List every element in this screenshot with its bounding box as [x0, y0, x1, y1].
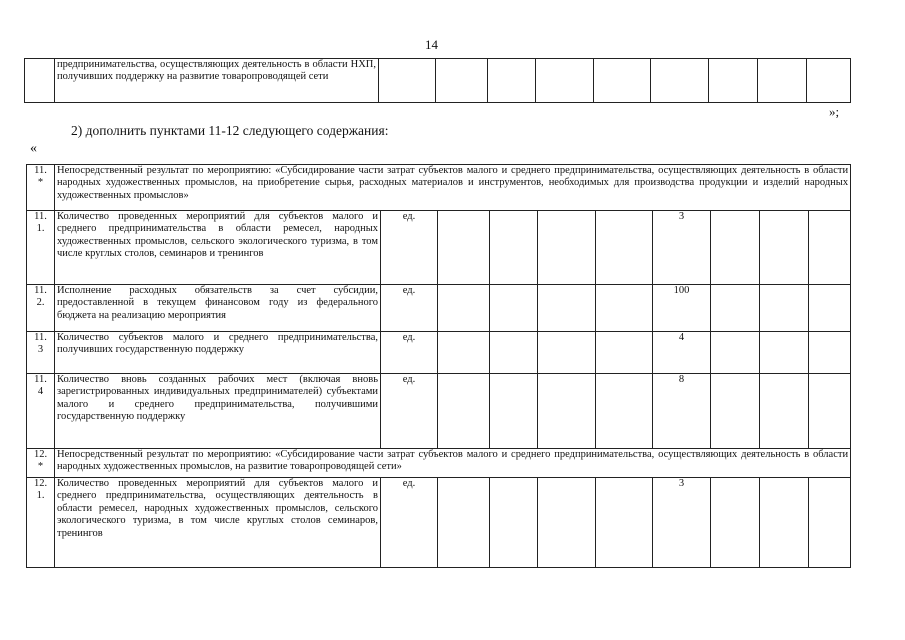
empty-cell — [596, 478, 653, 568]
empty-cell — [490, 332, 538, 374]
empty-cell — [760, 374, 809, 449]
row-number-cell: 11. 4 — [27, 374, 55, 449]
indicator-value-cell: 100 — [653, 285, 711, 332]
indicator-row — [27, 332, 851, 374]
indicator-text-cell: Количество проведенных мероприятий для субъектов малого и среднего предпринимательства в области ремесел, народных художественных промыслов, сельского экологического туризма, в том числе круглых столов, семинаров и тренингов — [55, 211, 381, 285]
result-header-row — [27, 449, 851, 478]
continued-table — [24, 58, 851, 103]
empty-cell — [809, 285, 851, 332]
empty-cell — [490, 478, 538, 568]
row-number-cell: 11. 3 — [27, 332, 55, 374]
empty-cell — [760, 478, 809, 568]
row-number-cell: 11. 2. — [27, 285, 55, 332]
empty-cell — [596, 211, 653, 285]
indicator-row — [27, 374, 851, 449]
row-number-cell: 11. * — [27, 165, 55, 211]
indicator-row — [27, 211, 851, 285]
empty-cell — [438, 374, 490, 449]
indicator-value-cell: 3 — [653, 478, 711, 568]
opening-quote: « — [30, 141, 37, 156]
empty-cell — [538, 478, 596, 568]
empty-cell — [436, 59, 488, 103]
number-cell — [25, 59, 55, 103]
empty-cell — [809, 478, 851, 568]
empty-cell — [760, 332, 809, 374]
empty-cell — [490, 211, 538, 285]
indicator-value-cell: 8 — [653, 374, 711, 449]
indicator-text-cell: предпринимательства, осуществляющих деятельность в области НХП, получивших поддержку на развитие товаропроводящей сети — [55, 59, 379, 103]
empty-cell — [594, 59, 651, 103]
row-number-cell: 12. * — [27, 449, 55, 478]
empty-cell — [758, 59, 807, 103]
indicator-row — [27, 285, 851, 332]
unit-cell: ед. — [381, 211, 438, 285]
indicator-text-cell: Количество проведенных мероприятий для субъектов малого и среднего предпринимательства, осуществляющих деятельность в области ремесел, народных художественных промыслов, сельского экологического туризма, в том числе круглых столов семинаров, тренингов — [55, 478, 381, 568]
empty-cell — [711, 211, 760, 285]
empty-cell — [760, 285, 809, 332]
indicator-value-cell: 4 — [653, 332, 711, 374]
empty-cell — [490, 285, 538, 332]
empty-cell — [809, 332, 851, 374]
empty-cell — [711, 478, 760, 568]
empty-cell — [536, 59, 594, 103]
page-number: 14 — [425, 37, 438, 52]
indicator-text-cell: Количество субъектов малого и среднего предпринимательства, получивших государственную поддержку — [55, 332, 381, 374]
empty-cell — [651, 59, 709, 103]
empty-cell — [538, 211, 596, 285]
empty-cell — [711, 374, 760, 449]
empty-cell — [596, 285, 653, 332]
unit-cell: ед. — [381, 285, 438, 332]
empty-cell — [379, 59, 436, 103]
empty-cell — [596, 374, 653, 449]
empty-cell — [538, 332, 596, 374]
empty-cell — [711, 285, 760, 332]
indicator-value-cell: 3 — [653, 211, 711, 285]
intro-paragraph: 2) дополнить пунктами 11-12 следующего содержания: — [71, 123, 389, 138]
empty-cell — [711, 332, 760, 374]
empty-cell — [490, 374, 538, 449]
empty-cell — [438, 285, 490, 332]
result-description: Непосредственный результат по мероприятию: «Субсидирование части затрат субъектов малого и среднего предпринимательства, осуществляющих деятельность в области народных художественных промыслов, на приобретение сырья, расходных материалов и инструментов, необходимых для производства продукции и изделий народных художественных промыслов» — [55, 165, 851, 211]
empty-cell — [438, 478, 490, 568]
empty-cell — [596, 332, 653, 374]
result-header-row — [27, 165, 851, 211]
empty-cell — [538, 374, 596, 449]
row-number-cell: 11. 1. — [27, 211, 55, 285]
indicator-row — [27, 478, 851, 568]
row-number-cell: 12. 1. — [27, 478, 55, 568]
empty-cell — [809, 374, 851, 449]
indicators-table — [26, 164, 851, 568]
empty-cell — [709, 59, 758, 103]
empty-cell — [809, 211, 851, 285]
unit-cell: ед. — [381, 478, 438, 568]
empty-cell — [438, 332, 490, 374]
empty-cell — [538, 285, 596, 332]
empty-cell — [807, 59, 851, 103]
result-description: Непосредственный результат по мероприятию: «Субсидирование части затрат субъектов малого и среднего предпринимательства, осуществляющих деятельность в области народных художественных промыслов, на развитие товаропроводящей сети» — [55, 449, 851, 478]
closing-mark: »; — [829, 104, 840, 119]
unit-cell: ед. — [381, 374, 438, 449]
empty-cell — [438, 211, 490, 285]
unit-cell: ед. — [381, 332, 438, 374]
indicator-text-cell: Исполнение расходных обязательств за счет субсидии, предоставленной в текущем финансовом году из федерального бюджета на реализацию мероприятия — [55, 285, 381, 332]
empty-cell — [760, 211, 809, 285]
indicator-text-cell: Количество вновь созданных рабочих мест (включая вновь зарегистрированных индивидуальных предпринимателей) субъектами малого и среднего предпринимательства, получившими государственную поддержку — [55, 374, 381, 449]
empty-cell — [488, 59, 536, 103]
